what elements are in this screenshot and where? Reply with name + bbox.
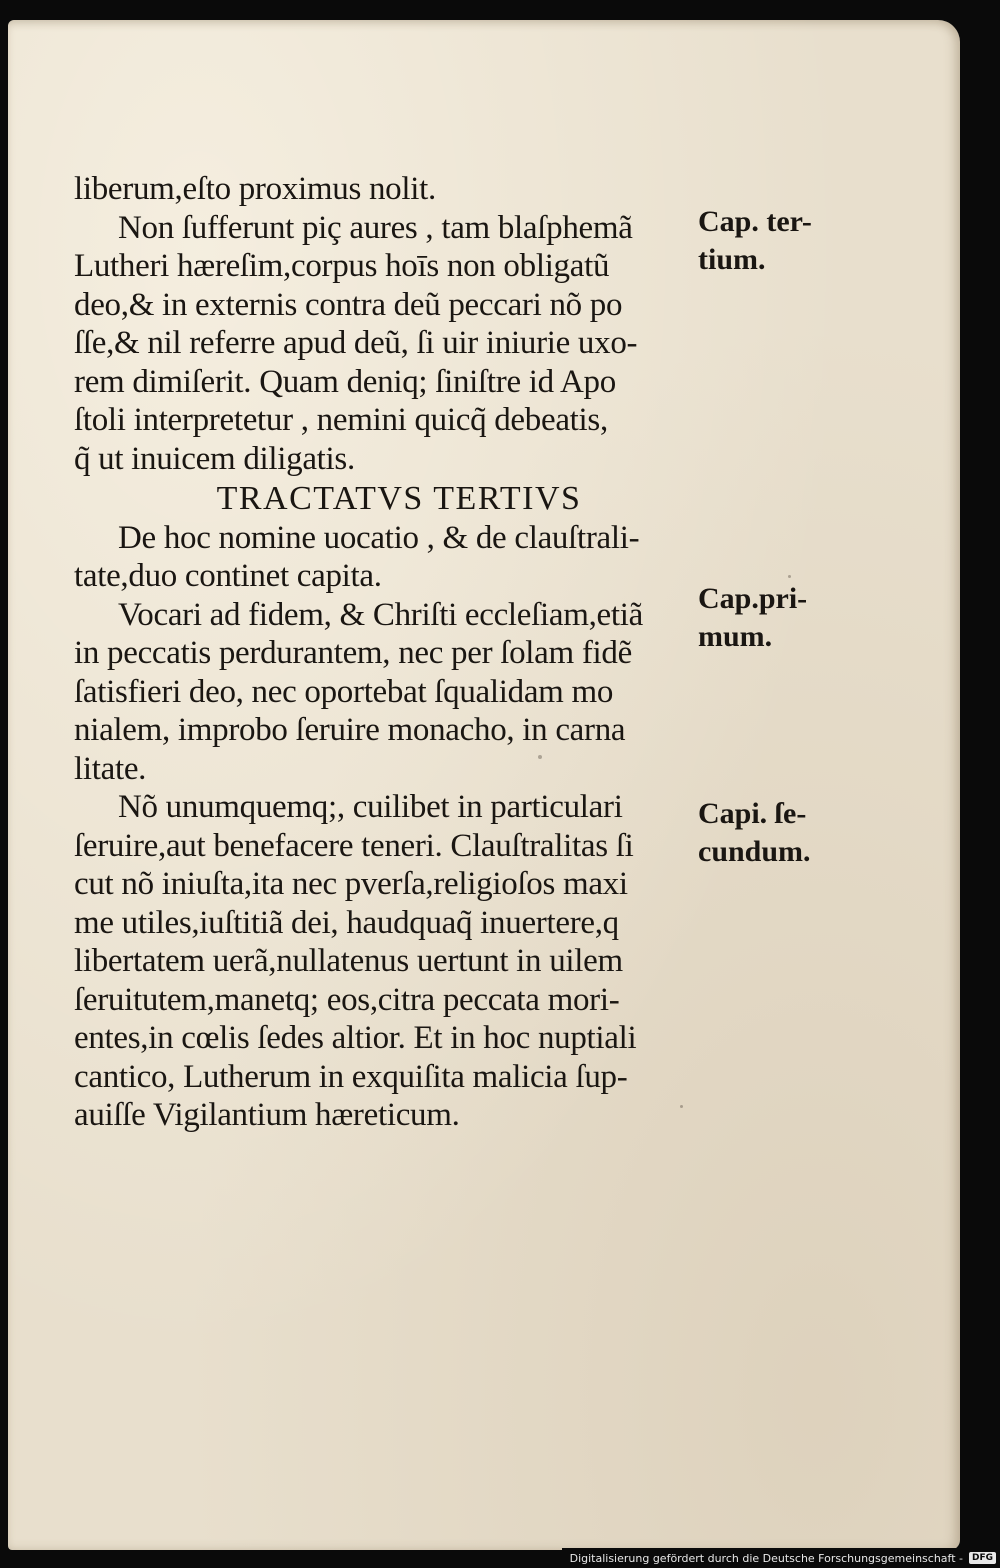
- main-text-block: [74, 170, 694, 1135]
- margin-note-line: tium.: [698, 243, 766, 276]
- digitization-footer: [562, 1548, 1000, 1568]
- margin-note-line: mum.: [698, 620, 773, 653]
- text-line: auiſſe Vigilantium hæreticum.: [74, 1097, 460, 1133]
- text-line: me utiles,iuſtitiã dei, haudquaq̃ inuertere,q: [74, 904, 619, 941]
- text-line: ſatisfieri deo, nec oportebat ſqualidam mo: [74, 673, 614, 710]
- text-line: ſtoli interpretetur , nemini quicq̃ debeatis,: [74, 402, 608, 438]
- margin-note-cap-tertium: [698, 203, 848, 279]
- text-line: libertatem uerã,nullatenus uertunt in uilem: [74, 943, 623, 979]
- section-heading: TRACTATVS TERTIVS: [216, 480, 582, 517]
- margin-note-line: Cap.pri-: [698, 582, 808, 615]
- book-page: [8, 20, 960, 1550]
- text-line: Vocari ad fidem, & Chriſti eccleſiam,etiã: [118, 596, 643, 633]
- text-line: Non ſufferunt piç aures , tam blaſphemã: [118, 209, 633, 246]
- text-line: Nõ unumquemq;, cuilibet in particulari: [118, 789, 623, 825]
- margin-note-line: Capi. ſe-: [698, 797, 807, 830]
- margin-note-cap-secundum: [698, 795, 848, 871]
- ink-speck: [538, 755, 542, 759]
- text-line: cantico, Lutherum in exquiſita malicia ſup-: [74, 1058, 628, 1095]
- text-line: Lutheri hæreſim,corpus hoīs non obligatũ: [74, 248, 610, 284]
- text-line: ſeruire,aut benefacere teneri. Clauſtralitas ſi: [74, 827, 634, 864]
- text-line: ſeruitutem,manetq; eos,citra peccata mori-: [74, 981, 620, 1018]
- text-line: liberum,eſto proximus nolit.: [74, 171, 436, 207]
- text-line: rem dimiſerit. Quam deniq; ſiniſtre id Apo: [74, 363, 616, 400]
- text-line: entes,in cœlis ſedes altior. Et in hoc nuptiali: [74, 1020, 637, 1056]
- text-line: nialem, improbo ſeruire monacho, in carna: [74, 712, 626, 748]
- footer-credit-text: Digitalisierung gefördert durch die Deutsche Forschungsgemeinschaft -: [569, 1551, 963, 1565]
- text-line: cut nõ iniuſta,ita nec pverſa,religioſos maxi: [74, 866, 628, 902]
- text-line: litate.: [74, 750, 147, 787]
- text-line: ſſe,& nil referre apud deũ, ſi uir iniurie uxo-: [74, 325, 638, 361]
- ink-speck: [680, 1105, 683, 1108]
- margin-note-cap-primum: [698, 580, 848, 656]
- dfg-logo-icon: DFG: [969, 1552, 996, 1564]
- margin-note-line: Cap. ter-: [698, 205, 812, 238]
- text-line: deo,& in externis contra deũ peccari nõ po: [74, 286, 623, 323]
- text-line: q̃ ut inuicem diligatis.: [74, 440, 355, 477]
- ink-speck: [788, 575, 791, 578]
- text-line: in peccatis perdurantem, nec per ſolam fidẽ: [74, 635, 632, 671]
- text-line: tate,duo continet capita.: [74, 558, 382, 594]
- text-line: De hoc nomine uocatio , & de clauſtrali-: [118, 519, 640, 556]
- margin-note-line: cundum.: [698, 835, 811, 868]
